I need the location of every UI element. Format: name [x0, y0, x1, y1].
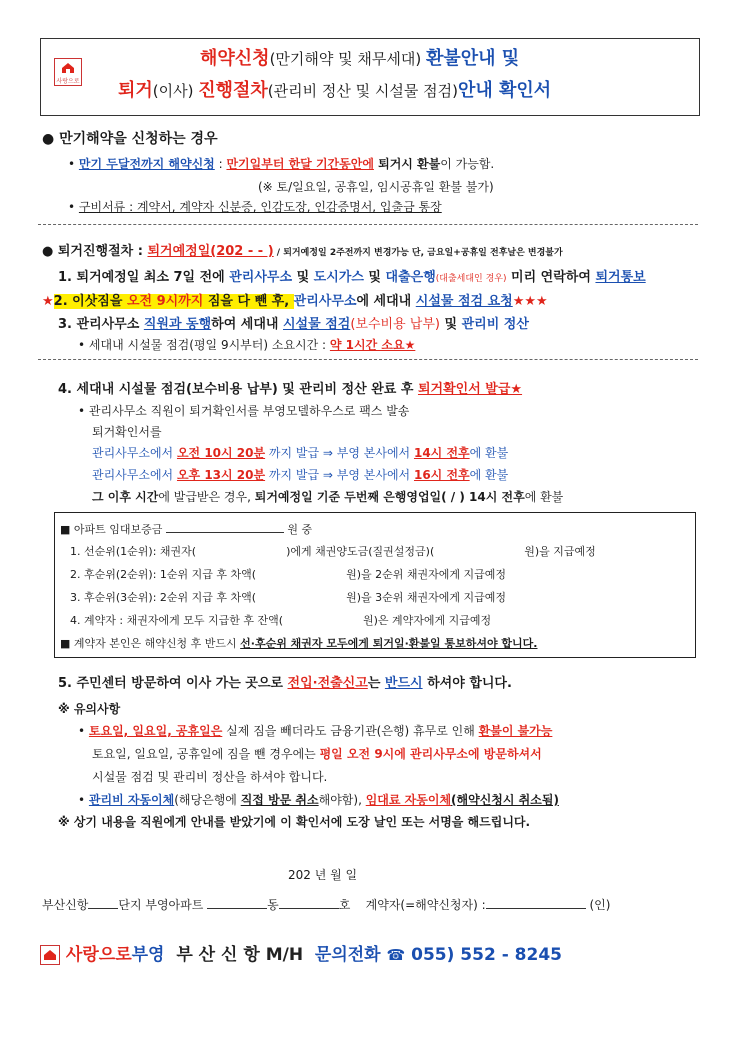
section1-title: ● 만기해약을 신청하는 경우 — [42, 131, 218, 147]
step5: 5. 주민센터 방문하여 이사 가는 곳으로 전입·전출신고는 반드시 하셔야 합니다. — [58, 676, 512, 691]
header-l2-b: (이사) — [152, 82, 199, 100]
sign-row: 부산신항 단지 부영아파트 동 호 계약자(=해약신청자) : (인) — [42, 898, 611, 912]
divider — [38, 224, 698, 225]
box-line5: ■ 계약자 본인은 해약신청 후 반드시 선·후순위 채권자 모두에게 퇴거일·환불일 통보하셔야 합니다. — [60, 637, 538, 650]
footer: 사랑으로부영 부 산 신 항 M/H 문의전화 ☎ 055) 552 - 8245 — [40, 940, 562, 965]
footer-phone: 055) 552 - 8245 — [411, 945, 562, 965]
step4-bullet1: • 관리사무소 직원이 퇴거확인서를 부영모델하우스로 팩스 발송 — [78, 404, 410, 418]
header-title-line1 — [200, 44, 519, 70]
header-l1-c: 환불안내 및 — [425, 48, 520, 69]
note1: • 토요일, 일요일, 공휴일은 실제 짐을 빼더라도 금융기관(은행) 휴무로 인해 환불이 불가능 — [78, 724, 553, 738]
ho-field[interactable] — [279, 896, 339, 909]
note3: ※ 상기 내용을 직원에게 안내를 받았기에 이 확인서에 도장 날인 또는 서명을 해드립니다. — [58, 815, 531, 829]
step4-refund-pm: 관리사무소에서 오후 13시 20분 까지 발급 ⇒ 부영 본사에서 16시 전후에 환불 — [92, 468, 509, 482]
header-title-line2 — [118, 76, 551, 102]
contractor-name-field[interactable] — [486, 896, 586, 909]
section1-item1: • 만기 두달전까지 해약신청 : 만기일부터 한달 기간동안에 퇴거시 환불이 가능함. — [68, 157, 495, 171]
step3: 3. 관리사무소 직원과 동행하여 세대내 시설물 점검(보수비용 납부) 및 관리비 정산 — [58, 317, 529, 332]
complex-number-field[interactable] — [88, 896, 118, 909]
deposit-amount-field[interactable] — [166, 520, 284, 533]
notes-title: ※ 유의사항 — [58, 702, 121, 716]
divider — [38, 359, 698, 360]
header-l2-d: (관리비 정산 및 시설물 점검) — [267, 82, 458, 100]
box-line3: 3. 후순위(3순위): 2순위 지급 후 차액( 원)을 3순위 채권자에게 지급예정 — [70, 591, 506, 604]
step2: ★2. 이삿짐을 오전 9시까지 짐을 다 뺀 후, 관리사무소에 세대내 시설물 점검 요청★★★ — [42, 294, 548, 309]
house-logo-icon — [61, 62, 75, 74]
step3-bullet: • 세대내 시설물 점검(평일 9시부터) 소요시간 : 약 1시간 소요★ — [78, 338, 416, 352]
step4-bullet1-2: 퇴거확인서를 — [92, 425, 162, 439]
note2: • 관리비 자동이체(해당은행에 직접 방문 취소해야함), 임대료 자동이체(해약신청시 취소됨) — [78, 793, 559, 807]
section2-title: ● 퇴거진행절차 : 퇴거예정일(202 - - ) / 퇴거예정일 2주전까지 변경가능 단, 금요일+공휴일 전후날은 변경불가 — [42, 244, 563, 259]
star-icon: ★ — [42, 294, 54, 309]
header-logo-text: 사랑으로 — [56, 78, 80, 85]
header-l1-a: 해약신청 — [200, 48, 270, 69]
square-bullet-icon: ■ — [60, 523, 71, 536]
box-line2: 2. 후순위(2순위): 1순위 지급 후 차액( 원)을 2순위 채권자에게 지급예정 — [70, 568, 506, 581]
section1-item2: • 구비서류 : 계약서, 계약자 신분증, 인감도장, 인감증명서, 입출금 통장 — [68, 200, 442, 214]
box-line4: 4. 계약자 : 채권자에게 모두 지급한 후 잔액( 원)은 계약자에게 지급예정 — [70, 614, 492, 627]
phone-icon: ☎ — [386, 946, 406, 964]
note1-line2: 토요일, 일요일, 공휴일에 짐을 뺀 경우에는 평일 오전 9시에 관리사무소에 방문하셔서 — [92, 747, 542, 761]
step4-refund-later: 그 이후 시간에 발급받은 경우, 퇴거예정일 기준 두번째 은행영업일( / ) 14시 전후에 환불 — [92, 490, 564, 504]
box-line1: 1. 선순위(1순위): 채권자( )에게 채권양도금(질권설정금)( 원)을 지급예정 — [70, 545, 596, 558]
step4-refund-am: 관리사무소에서 오전 10시 20분 까지 발급 ⇒ 부영 본사에서 14시 전후에 환불 — [92, 446, 509, 460]
header-l2-c: 진행절차 — [198, 80, 268, 101]
bullet-dot-icon: ● — [42, 131, 55, 147]
step1: 1. 퇴거예정일 최소 7일 전에 관리사무소 및 도시가스 및 대출은행(대출세대인 경우) 미리 연락하여 퇴거통보 — [58, 270, 646, 285]
house-logo-icon — [43, 949, 57, 961]
note1-line3: 시설물 점검 및 관리비 정산을 하셔야 합니다. — [92, 770, 328, 784]
footer-logo — [40, 945, 60, 965]
header-l2-a: 퇴거 — [118, 80, 153, 101]
header-l2-e: 안내 확인서 — [457, 80, 552, 101]
square-bullet-icon: ■ — [60, 637, 71, 650]
sign-date: 202 년 월 일 — [288, 868, 358, 882]
box-line0: ■ 아파트 임대보증금 원 중 — [60, 520, 312, 537]
step4-title: 4. 세대내 시설물 점검(보수비용 납부) 및 관리비 정산 완료 후 퇴거확인서 발급★ — [58, 382, 523, 397]
header-l1-b: (만기해약 및 채무세대) — [269, 50, 426, 68]
section1-note: (※ 토/일요일, 공휴일, 임시공휴일 환불 불가) — [258, 180, 494, 194]
bullet-dot-icon: ● — [42, 244, 54, 259]
header-logo — [54, 58, 82, 86]
dong-field[interactable] — [207, 896, 267, 909]
